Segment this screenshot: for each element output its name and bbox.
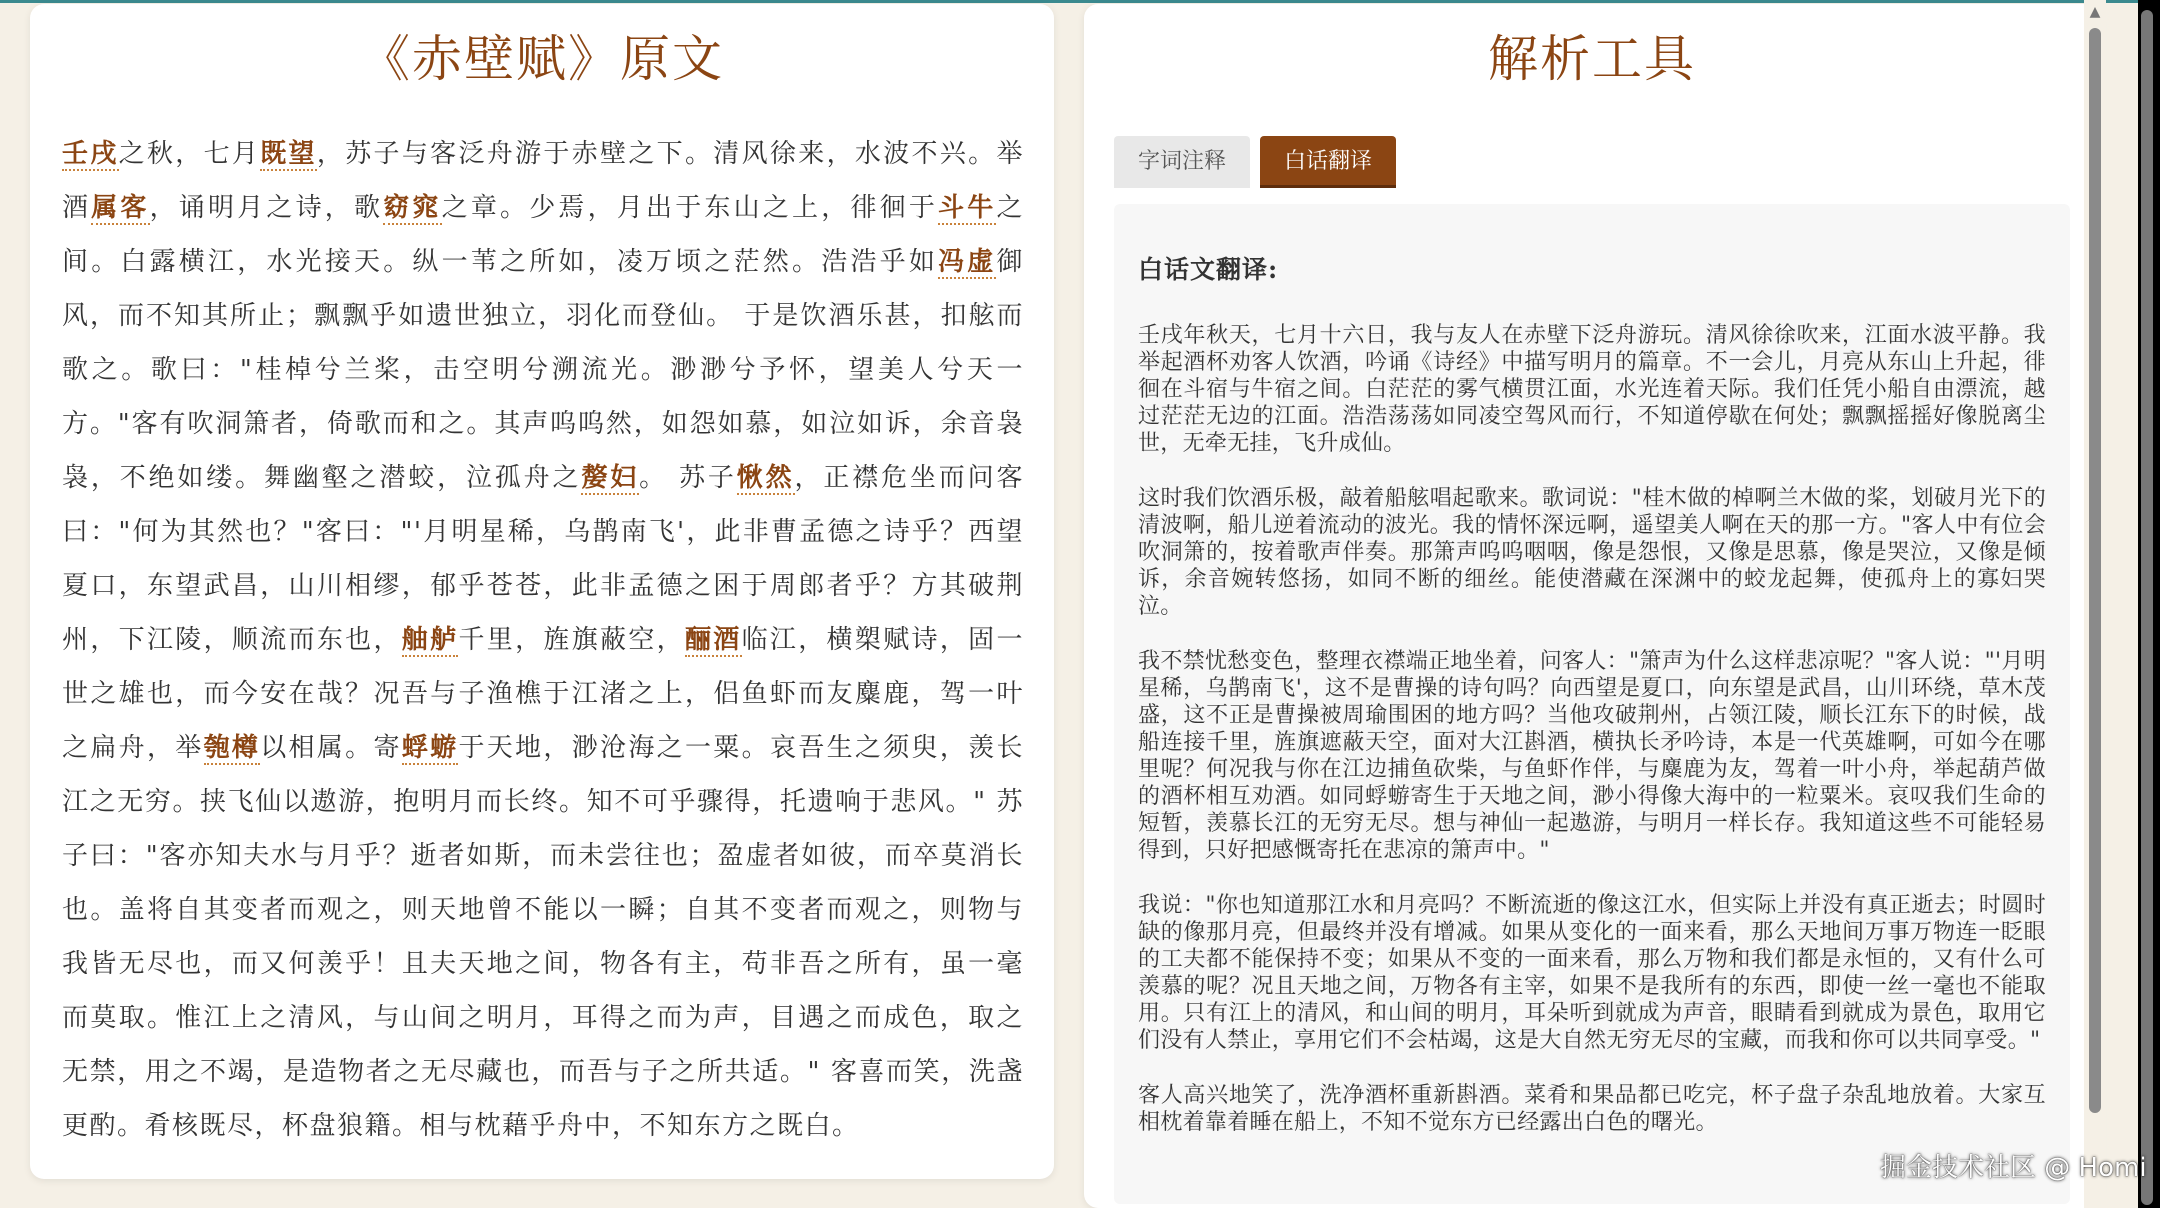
watermark: 掘金技术社区 @ Homi xyxy=(1880,1153,2147,1183)
annotated-term[interactable]: 匏樽 xyxy=(203,733,261,763)
text-segment: 之章。少焉，月出于东山之上，徘徊于 xyxy=(441,193,939,223)
text-segment: 千里，旌旗蔽空， xyxy=(458,625,685,655)
annotated-term[interactable]: 嫠妇 xyxy=(581,463,640,493)
original-text-panel xyxy=(30,4,1054,1179)
text-segment: 于天地，渺沧海之一粟。哀吾生之须臾，羡长江之无穷。挟飞仙以遨游，抱明月而长终。知不可乎骤得，托遗响于悲风。" 苏子曰："客亦知夫水与月乎？逝者如斯，而未尝往也；盈虚者如彼，而卒莫消长也。盖将自其变者而观之，则天地曾不能以一瞬；自其不变者而观之，则物与我皆无尽也，而又何羡乎！且夫天地之间，物各有主，苟非吾之所有，虽一毫而莫取。惟江上之清风，与山间之明月，耳得之而为声，目遇之而成色，取之无禁，用之不竭，是造物者之无尽藏也，而吾与子之所共适。" 客喜而笑，洗盏更酌。肴核既尽，杯盘狼籍。相与枕藉乎舟中，不知东方之既白。 xyxy=(62,733,1024,1141)
annotated-term[interactable]: 酾酒 xyxy=(684,625,742,655)
text-segment: 。 苏子 xyxy=(639,463,737,493)
annotated-term[interactable]: 属客 xyxy=(91,193,150,223)
translation-content xyxy=(1114,204,2070,1204)
translation-heading: 白话文翻译: xyxy=(1138,255,1279,284)
translation-paragraph: 我不禁忧愁变色，整理衣襟端正地坐着，问客人："箫声为什么这样悲凉呢？"客人说："'月明星稀，乌鹊南飞'，这不是曹操的诗句吗？向西望是夏口，向东望是武昌，山川环绕，草木茂盛，这不正是曹操被周瑜围困的地方吗？当他攻破荆州，占领江陵，顺长江东下的时候，战船连接千里，旌旗遮蔽天空，面对大江斟酒，横执长矛吟诗，本是一代英雄啊，可如今在哪里呢？何况我与你在江边捕鱼砍柴，与鱼虾作伴，与麋鹿为友，驾着一叶小舟，举起葫芦做的酒杯相互劝酒。如同蜉蝣寄生于天地之间，渺小得像大海中的一粒粟米。哀叹我们生命的短暂，羡慕长江的无穷无尽。想与神仙一起遨游，与明月一样长存。我知道这些不可能轻易得到，只好把感慨寄托在悲凉的箫声中。" xyxy=(1138,649,2046,863)
text-segment: 以相属。寄 xyxy=(260,733,402,763)
original-text-body xyxy=(60,127,1024,1153)
text-segment: 临江，横槊赋诗，固一世之雄也，而今安在哉？况吾与子渔樵于江渚之上，侣鱼虾而友麋鹿，驾一叶之扁舟，举 xyxy=(62,625,1024,763)
analysis-title: 解析工具 xyxy=(1488,30,1696,88)
annotated-term[interactable]: 愀然 xyxy=(736,463,795,493)
tab-word-notes[interactable]: 字词注释 xyxy=(1114,136,1250,188)
text-segment: ，诵明月之诗，歌 xyxy=(149,193,384,223)
tab-vernacular-translation[interactable]: 白话翻译 xyxy=(1260,136,1396,188)
scroll-up-arrow-icon[interactable]: ▲ xyxy=(2089,4,2101,20)
annotated-term[interactable]: 壬戌 xyxy=(62,139,119,169)
annotated-term[interactable]: 舳舻 xyxy=(401,625,459,655)
text-segment: 之间。白露横江，水光接天。纵一苇之所如，凌万顷之茫然。浩浩乎如 xyxy=(62,193,1024,277)
tab-bar xyxy=(1114,136,2070,188)
analysis-tool-panel xyxy=(1084,4,2100,1208)
text-segment: ，苏子与客泛舟游于赤壁之下。清风徐来，水波不兴。举酒 xyxy=(62,139,1024,223)
translation-paragraph: 我说："你也知道那江水和月亮吗？不断流逝的像这江水，但实际上并没有真正逝去；时圆时缺的像那月亮，但最终并没有增减。如果从变化的一面来看，那么天地间万事万物连一眨眼的工夫都不能保持不变；如果从不变的一面来看，那么万物和我们都是永恒的，又有什么可羡慕的呢？况且天地之间，万物各有主宰，如果不是我所有的东西，即使一丝一毫也不能取用。只有江上的清风，和山间的明月，耳朵听到就成为声音，眼睛看到就成为景色，取用它们没有人禁止，享用它们不会枯竭，这是大自然无穷无尽的宝藏，而我和你可以共同享受。" xyxy=(1138,893,2046,1053)
annotated-term[interactable]: 斗牛 xyxy=(938,193,997,223)
translation-paragraph: 壬戌年秋天，七月十六日，我与友人在赤壁下泛舟游玩。清风徐徐吹来，江面水波平静。我举起酒杯劝客人饮酒，吟诵《诗经》中描写明月的篇章。不一会儿，月亮从东山上升起，徘徊在斗宿与牛宿之间。白茫茫的雾气横贯江面，水光连着天际。我们任凭小船自由漂流，越过茫茫无边的江面。浩浩荡荡如同凌空驾风而行，不知道停歇在何处；飘飘摇摇好像脱离尘世，无牵无挂，飞升成仙。 xyxy=(1138,323,2046,456)
text-segment: 御风，而不知其所止；飘飘乎如遗世独立，羽化而登仙。 于是饮酒乐甚，扣舷而歌之。歌曰："桂棹兮兰桨，击空明兮溯流光。渺渺兮予怀，望美人兮天一方。"客有吹洞箫者，倚歌而和之。其声呜呜然，如怨如慕，如泣如诉，余音袅袅，不绝如缕。舞幽壑之潜蛟，泣孤舟之 xyxy=(62,247,1024,493)
translation-paragraph: 这时我们饮酒乐极，敲着船舷唱起歌来。歌词说："桂木做的棹啊兰木做的桨，划破月光下的清波啊，船儿逆着流动的波光。我的情怀深远啊，遥望美人啊在天的那一方。"客人中有位会吹洞箫的，按着歌声伴奏。那箫声呜呜咽咽，像是怨恨，又像是思慕，像是哭泣，又像是倾诉，余音婉转悠扬，如同不断的细丝。能使潜藏在深渊中的蛟龙起舞，使孤舟上的寡妇哭泣。 xyxy=(1138,486,2046,619)
top-accent-line xyxy=(0,0,2160,3)
annotated-term[interactable]: 蜉蝣 xyxy=(401,733,459,763)
text-segment: ，正襟危坐而问客曰："何为其然也？"客曰："'月明星稀，乌鹊南飞'，此非曹孟德之诗乎？西望夏口，东望武昌，山川相缪，郁乎苍苍，此非孟德之困于周郎者乎？方其破荆州，下江陵，顺流而东也， xyxy=(62,463,1024,655)
original-title: 《赤壁赋》原文 xyxy=(360,30,724,88)
annotated-term[interactable]: 冯虚 xyxy=(938,247,997,277)
annotated-term[interactable]: 既望 xyxy=(260,139,317,169)
translation-paragraph: 客人高兴地笑了，洗净酒杯重新斟酒。菜肴和果品都已吃完，杯子盘子杂乱地放着。大家互相枕着靠着睡在船上，不知不觉东方已经露出白色的曙光。 xyxy=(1138,1083,2046,1135)
text-segment: 之秋，七月 xyxy=(118,139,261,169)
annotated-term[interactable]: 窈窕 xyxy=(383,193,442,223)
scrollbar-thumb[interactable] xyxy=(2089,28,2101,1113)
window-edge-scrollbar[interactable] xyxy=(2141,10,2153,1205)
